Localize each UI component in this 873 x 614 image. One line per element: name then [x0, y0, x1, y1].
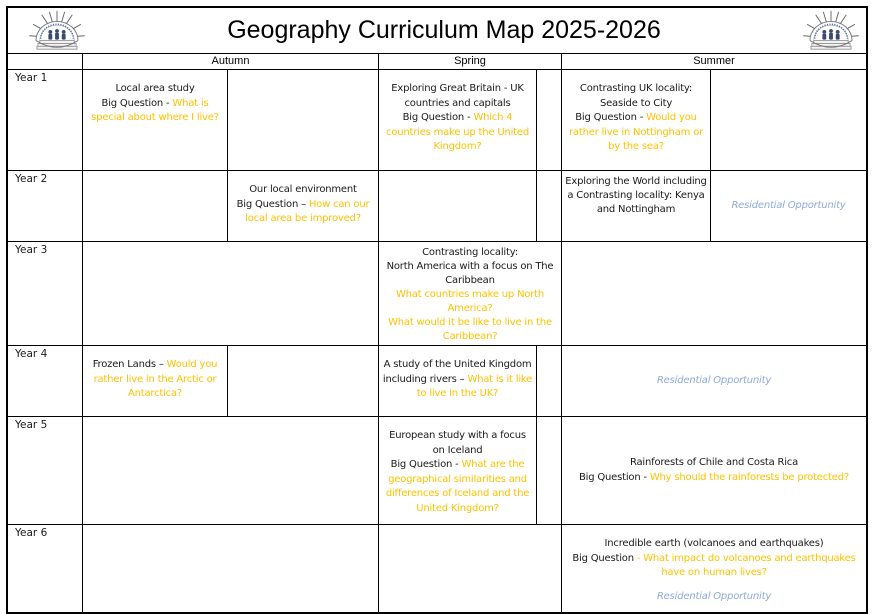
curriculum-map-table — [6, 6, 868, 614]
cell-year5-summer-1 — [561, 417, 866, 524]
term-header-spacer — [8, 54, 82, 69]
term-header-spring: Spring — [378, 54, 561, 69]
school-logo-left-icon — [26, 9, 88, 53]
cell-year6-spring-1 — [378, 525, 561, 612]
big-question-text: What are the geographical similarities and differences of Iceland and the United Kingdom? — [385, 459, 530, 514]
big-question-text: What countries make up North America? — [396, 289, 544, 314]
cell-year5-spring-1 — [378, 417, 536, 524]
topic-text: Frozen Lands – — [92, 359, 167, 370]
year-row-5 — [8, 416, 866, 524]
cell-year3-spring-1 — [378, 242, 561, 345]
row-label-year-1: Year 1 — [15, 72, 48, 84]
year-row-3 — [8, 241, 866, 345]
topic-text: Big Question — [572, 552, 637, 564]
cell-year4-summer-1 — [561, 346, 866, 416]
topic-text: A study of the United Kingdom including rivers – — [382, 359, 532, 385]
row-label-year-4: Year 4 — [15, 348, 48, 360]
cell-year1-spring-1 — [378, 70, 536, 170]
big-question-text: Which 4 countries make up the United Kingdom? — [386, 112, 529, 152]
residential-note: Residential Opportunity — [656, 590, 772, 602]
topic-text: Big Question - — [575, 112, 647, 123]
page-title: Geography Curriculum Map 2025-2026 — [227, 16, 661, 44]
topic-text: Big Question - — [101, 97, 173, 109]
big-question-text: Would you rather live in Nottingham or by the sea? — [569, 112, 703, 152]
cell-year4-autumn-2 — [227, 346, 378, 416]
topic-text: European study with a focus on Iceland — [389, 430, 526, 456]
year-row-2 — [8, 170, 866, 241]
cell-year5-autumn-1 — [82, 417, 378, 524]
cell-year1-summer-1 — [561, 70, 710, 170]
topic-text: Big Question – — [236, 198, 309, 210]
topic-text: Exploring Great Britain - UK countries and capitals — [391, 83, 524, 109]
cell-year4-autumn-1 — [82, 346, 227, 416]
big-question-text: Why should the rainforests be protected? — [649, 471, 849, 483]
cell-year4-spring-2 — [536, 346, 561, 416]
row-label-year-2: Year 2 — [15, 173, 48, 185]
year-row-6 — [8, 524, 866, 612]
topic-text: Our local environment — [249, 184, 357, 195]
term-header-autumn: Autumn — [82, 54, 378, 69]
cell-year6-summer-1 — [561, 525, 866, 612]
big-question-text: What is it like to live in the UK? — [416, 373, 533, 399]
year-row-4 — [8, 345, 866, 416]
cell-year1-autumn-1 — [82, 70, 227, 170]
topic-text: Big Question - — [402, 112, 474, 123]
cell-year1-summer-2 — [710, 70, 866, 170]
cell-year6-autumn-1 — [82, 525, 378, 612]
topic-text: Local area study — [115, 83, 195, 94]
cell-year4-spring-1 — [378, 346, 536, 416]
topic-text: North America with a focus on The Caribbean — [386, 261, 554, 286]
residential-note: Residential Opportunity — [731, 199, 846, 211]
topic-text: Incredible earth (volcanoes and earthquakes) — [604, 538, 824, 549]
cell-year2-autumn-1 — [82, 171, 227, 241]
row-label-year-5: Year 5 — [15, 419, 48, 431]
cell-year2-spring-2 — [536, 171, 561, 241]
cell-year2-spring-1 — [378, 171, 536, 241]
big-question-text: What would it be like to live in the Caribbean? — [388, 317, 552, 342]
big-question-text: How can our local area be improved? — [245, 198, 370, 224]
term-header-row — [8, 53, 866, 69]
cell-year2-autumn-2 — [227, 171, 378, 241]
cell-year1-autumn-2 — [227, 70, 378, 170]
residential-note: Residential Opportunity — [656, 374, 772, 386]
title-row — [8, 8, 866, 53]
topic-text: Big Question - — [390, 459, 462, 470]
year-row-1 — [8, 69, 866, 170]
cell-year2-summer-2 — [710, 171, 866, 241]
cell-year5-spring-2 — [536, 417, 561, 524]
topic-text: Rainforests of Chile and Costa Rica — [629, 457, 799, 468]
topic-text: Contrasting UK locality: Seaside to City — [579, 83, 693, 109]
topic-text: Contrasting locality: — [422, 247, 518, 258]
school-logo-right-icon — [800, 9, 862, 53]
cell-year2-summer-1 — [561, 171, 710, 241]
cell-year3-summer-1 — [561, 242, 866, 345]
row-label-year-3: Year 3 — [15, 244, 48, 256]
cell-year3-autumn-1 — [82, 242, 378, 345]
curriculum-grid — [8, 69, 866, 612]
big-question-text: What is special about where I live? — [91, 97, 219, 123]
row-label-year-6: Year 6 — [15, 527, 48, 539]
topic-text: Big Question - — [579, 471, 650, 483]
big-question-text: Would you rather live in the Arctic or Antarctica? — [93, 359, 218, 399]
cell-year1-spring-2 — [536, 70, 561, 170]
big-question-text: - What impact do volcanoes and earthquakes have on human lives? — [636, 552, 856, 578]
topic-text: Exploring the World including a Contrasting locality: Kenya and Nottingham — [565, 176, 707, 215]
term-header-summer: Summer — [561, 54, 866, 69]
